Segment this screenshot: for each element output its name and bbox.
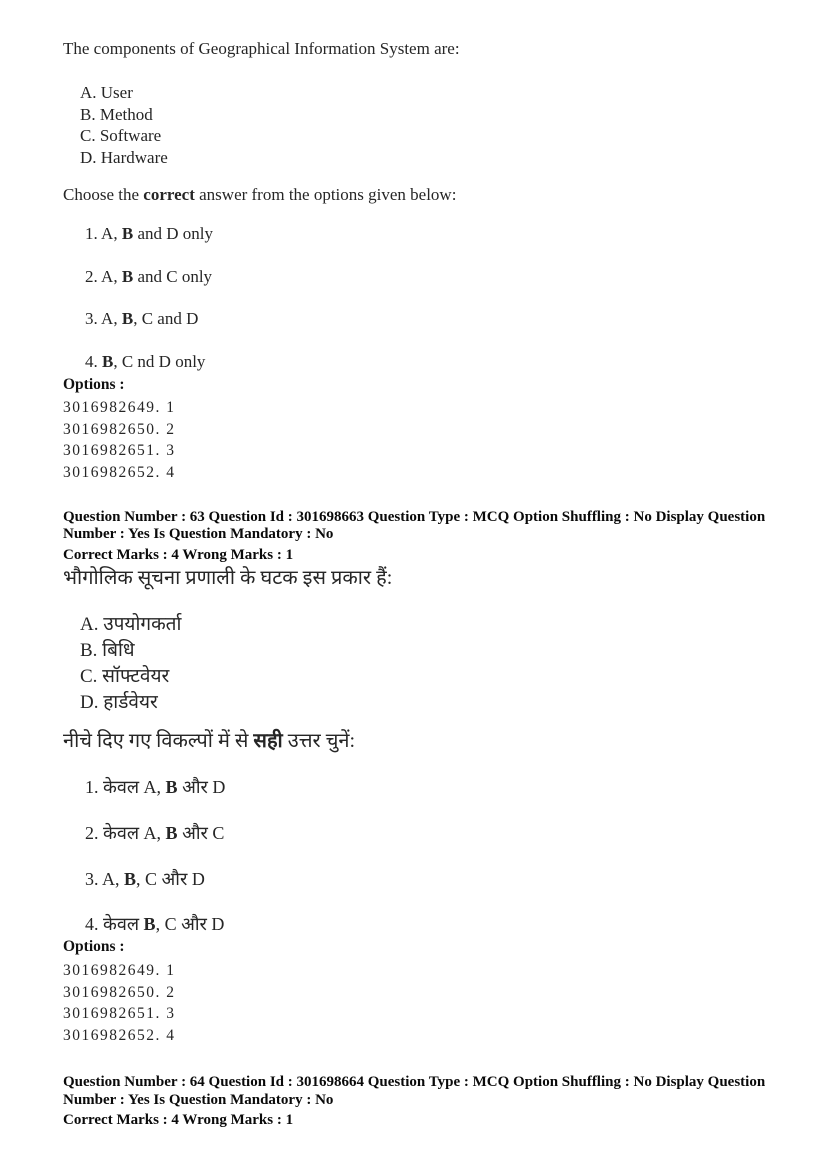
- choice-text: और D: [177, 777, 226, 798]
- choice-text: , C और D: [155, 914, 225, 935]
- choice-bold-letter: B: [121, 309, 134, 328]
- option-id-2: 3016982650. 2: [63, 983, 176, 1001]
- choice-3: [85, 310, 766, 327]
- option-id-list-english: [63, 397, 766, 484]
- marks-line: Correct Marks : 4 Wrong Marks : 1: [63, 1112, 294, 1129]
- options-label-english: Options :: [63, 375, 125, 393]
- choice-text: 2. A,: [85, 266, 122, 286]
- meta-line-1: Question Number : 64 Question Id : 301698664 Question Type : MCQ Option Shuffling : No Display Question: [63, 1074, 766, 1091]
- choice-1-hindi: [85, 775, 766, 799]
- choice-bold-letter: B: [143, 914, 156, 935]
- choice-text: और C: [177, 823, 225, 843]
- choice-2: [85, 268, 766, 285]
- choice-text: and D only: [133, 224, 213, 243]
- statement-d-hindi: D. हार्डवेयर: [80, 692, 158, 714]
- choice-bold-letter: B: [121, 266, 134, 286]
- choice-text: and C only: [133, 266, 213, 286]
- question-63-meta: [63, 509, 766, 565]
- option-id-3: 3016982651. 3: [63, 1005, 176, 1023]
- choice-bold-letter: B: [165, 823, 178, 843]
- option-id-4: 3016982652. 4: [63, 1026, 176, 1044]
- choice-4-hindi: [85, 912, 766, 936]
- choice-text: 3. A,: [85, 309, 122, 328]
- statement-list-hindi: [80, 612, 766, 716]
- choice-text: 1. केवल A,: [85, 777, 166, 798]
- option-id-1: 3016982649. 1: [63, 399, 176, 416]
- choice-1: [85, 225, 766, 242]
- meta-line-1: Question Number : 63 Question Id : 301698663 Question Type : MCQ Option Shuffling : No Display Question: [63, 508, 766, 525]
- statement-d: D. Hardware: [80, 147, 168, 167]
- choice-4: [85, 353, 766, 370]
- option-id-list-hindi: [63, 960, 766, 1047]
- choice-text: 1. A,: [85, 224, 122, 243]
- choice-list-english: [85, 225, 766, 370]
- choice-text: , C and D: [133, 309, 199, 328]
- question-prompt-english: The components of Geographical Information System are:: [63, 39, 460, 58]
- statement-a: A. User: [80, 83, 133, 102]
- choice-bold-letter: B: [165, 777, 178, 798]
- choice-bold-letter: B: [124, 868, 137, 889]
- choice-bold-letter: B: [102, 351, 114, 371]
- choice-2-hindi: [85, 821, 766, 845]
- statement-list-english: [80, 82, 766, 168]
- question-prompt-hindi: भौगोलिक सूचना प्रणाली के घटक इस प्रकार हैं:: [63, 567, 393, 590]
- marks-line: Correct Marks : 4 Wrong Marks : 1: [63, 546, 294, 563]
- option-id-4: 3016982652. 4: [63, 464, 176, 482]
- question-64-meta: [63, 1074, 766, 1130]
- statement-c: C. Software: [80, 126, 162, 145]
- meta-line-2: Number : Yes Is Question Mandatory : No: [63, 1091, 334, 1108]
- statement-b-hindi: B. बिधि: [80, 640, 135, 662]
- choose-suffix: उत्तर चुनें:: [282, 730, 356, 753]
- meta-line-2: Number : Yes Is Question Mandatory : No: [63, 526, 334, 543]
- choose-instruction-english: [63, 186, 766, 204]
- choice-text: 3. A,: [85, 868, 125, 889]
- choose-bold-word: correct: [143, 185, 195, 204]
- choose-prefix: Choose the: [63, 185, 144, 204]
- option-id-3: 3016982651. 3: [63, 442, 176, 460]
- statement-c-hindi: C. सॉफ्टवेयर: [80, 666, 170, 688]
- choice-bold-letter: B: [121, 224, 134, 243]
- choose-bold-word: सही: [253, 730, 283, 753]
- option-id-1: 3016982649. 1: [63, 961, 176, 979]
- choice-text: 2. केवल A,: [85, 823, 166, 843]
- statement-a-hindi: A. उपयोगकर्ता: [80, 614, 182, 636]
- choice-list-hindi: [85, 775, 766, 936]
- options-label-hindi: Options :: [63, 938, 125, 956]
- option-id-2: 3016982650. 2: [63, 420, 176, 438]
- statement-b: B. Method: [80, 104, 153, 124]
- choice-text: 4. केवल: [85, 914, 144, 935]
- choose-prefix: नीचे दिए गए विकल्पों में से: [63, 730, 254, 753]
- choose-instruction-hindi: [63, 728, 766, 755]
- choice-text: , C और D: [136, 868, 205, 889]
- choice-text: , C nd D only: [113, 351, 206, 371]
- choose-suffix: answer from the options given below:: [194, 185, 457, 204]
- choice-text: 4.: [85, 351, 102, 371]
- choice-3-hindi: [85, 867, 766, 891]
